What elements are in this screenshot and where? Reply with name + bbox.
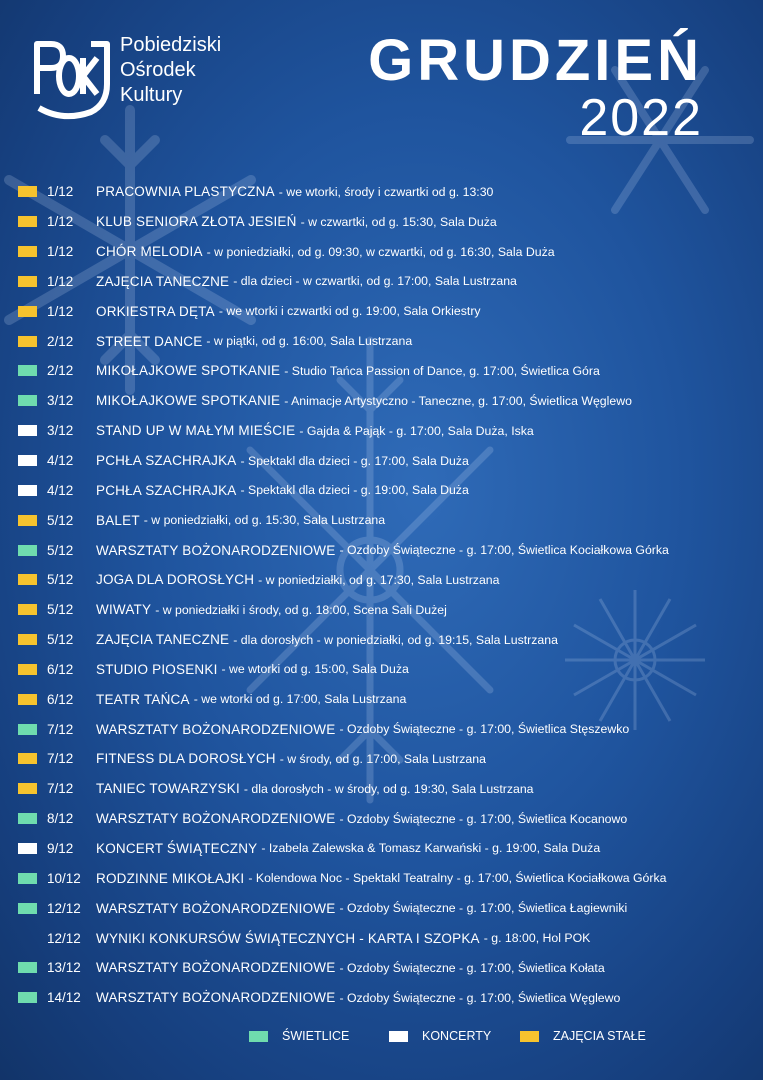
event-row — [18, 625, 748, 655]
event-date: 9/12 — [47, 840, 74, 856]
event-date: 14/12 — [47, 990, 81, 1006]
event-title: MIKOŁAJKOWE SPOTKANIE — [96, 363, 281, 379]
category-marker — [18, 276, 37, 287]
event-date: 1/12 — [47, 184, 74, 200]
event-description: - we wtorki od g. 15:00, Sala Duża — [221, 662, 409, 677]
category-marker — [18, 903, 37, 914]
event-title: PRACOWNIA PLASTYCZNA — [96, 184, 275, 200]
category-marker — [18, 694, 37, 705]
legend-item-koncerty — [389, 1029, 491, 1043]
event-row — [18, 744, 748, 774]
event-row — [18, 834, 748, 864]
event-title: WIWATY — [96, 602, 152, 618]
event-row — [18, 326, 748, 356]
category-marker — [18, 216, 37, 227]
event-title: STREET DANCE — [96, 333, 203, 349]
event-date: 2/12 — [47, 363, 74, 379]
event-row — [18, 505, 748, 535]
event-row — [18, 595, 748, 625]
event-description: - Gajda & Pająk - g. 17:00, Sala Duża, Iska — [299, 423, 534, 438]
event-title: FITNESS DLA DOROSŁYCH — [96, 751, 276, 767]
event-title: MIKOŁAJKOWE SPOTKANIE — [96, 393, 281, 409]
category-marker — [18, 336, 37, 347]
event-description: - Ozdoby Świąteczne - g. 17:00, Świetlica Węglewo — [339, 990, 621, 1005]
event-row — [18, 863, 748, 893]
event-row — [18, 565, 748, 595]
event-date: 5/12 — [47, 512, 74, 528]
event-title: PCHŁA SZACHRAJKA — [96, 482, 237, 498]
event-date: 12/12 — [47, 900, 81, 916]
org-line: Ośrodek — [120, 59, 196, 81]
event-date: 6/12 — [47, 691, 74, 707]
event-description: - g. 18:00, Hol POK — [483, 931, 591, 946]
event-title: WARSZTATY BOŻONARODZENIOWE — [96, 542, 336, 558]
event-description: - dla dorosłych - w poniedziałki, od g. 19:15, Sala Lustrzana — [233, 632, 558, 647]
event-date: 4/12 — [47, 453, 74, 469]
event-date: 3/12 — [47, 423, 74, 439]
event-description: - Ozdoby Świąteczne - g. 17:00, Świetlica Kołata — [339, 960, 605, 975]
event-title: WARSZTATY BOŻONARODZENIOWE — [96, 960, 336, 976]
event-title: CHÓR MELODIA — [96, 244, 203, 260]
category-marker — [18, 992, 37, 1003]
legend-item-swietlice — [249, 1029, 349, 1043]
category-marker — [18, 933, 37, 944]
event-date: 5/12 — [47, 542, 74, 558]
event-row — [18, 684, 748, 714]
event-date: 1/12 — [47, 244, 74, 260]
month-title: GRUDZIEŃ — [368, 28, 703, 93]
event-title: STUDIO PIOSENKI — [96, 661, 218, 677]
event-row — [18, 923, 748, 953]
event-description: - w poniedziałki, od g. 15:30, Sala Lustrzana — [143, 513, 386, 528]
event-row — [18, 655, 748, 685]
legend-swatch-koncerty — [389, 1031, 408, 1042]
category-marker — [18, 365, 37, 376]
event-description: - we wtorki od g. 17:00, Sala Lustrzana — [193, 692, 407, 707]
category-marker — [18, 962, 37, 973]
event-title: WARSZTATY BOŻONARODZENIOWE — [96, 721, 336, 737]
event-description: - Spektakl dla dzieci - g. 17:00, Sala Duża — [240, 453, 469, 468]
event-description: - we wtorki i czwartki od g. 19:00, Sala Orkiestry — [218, 304, 481, 319]
event-date: 8/12 — [47, 811, 74, 827]
event-description: - Studio Tańca Passion of Dance, g. 17:00, Świetlica Góra — [284, 363, 600, 378]
category-marker — [18, 843, 37, 854]
category-marker — [18, 813, 37, 824]
event-list — [18, 177, 748, 1013]
category-marker — [18, 873, 37, 884]
category-marker — [18, 515, 37, 526]
event-date: 10/12 — [47, 870, 81, 886]
event-row — [18, 714, 748, 744]
category-marker — [18, 395, 37, 406]
event-row — [18, 983, 748, 1013]
event-title: WARSZTATY BOŻONARODZENIOWE — [96, 900, 336, 916]
org-line: Kultury — [120, 84, 183, 106]
category-marker — [18, 574, 37, 585]
event-row — [18, 177, 748, 207]
event-title: WYNIKI KONKURSÓW ŚWIĄTECZNYCH - KARTA I SZOPKA — [96, 930, 480, 946]
category-marker — [18, 545, 37, 556]
event-title: JOGA DLA DOROSŁYCH — [96, 572, 255, 588]
event-description: - dla dzieci - w czwartki, od g. 17:00, Sala Lustrzana — [233, 274, 517, 289]
event-row — [18, 446, 748, 476]
category-marker — [18, 455, 37, 466]
event-description: - Ozdoby Świąteczne - g. 17:00, Świetlica Łagiewniki — [339, 901, 628, 916]
category-marker — [18, 664, 37, 675]
category-marker — [18, 783, 37, 794]
event-row — [18, 356, 748, 386]
pok-logo — [33, 38, 111, 124]
event-date: 3/12 — [47, 393, 74, 409]
event-date: 5/12 — [47, 632, 74, 648]
event-title: ORKIESTRA DĘTA — [96, 303, 215, 319]
event-description: - w poniedziałki, od g. 17:30, Sala Lustrzana — [258, 572, 500, 587]
org-line: Pobiedziski — [120, 34, 222, 56]
event-date: 7/12 — [47, 721, 74, 737]
event-date: 1/12 — [47, 273, 74, 289]
event-row — [18, 267, 748, 297]
legend — [0, 1029, 763, 1045]
event-date: 12/12 — [47, 930, 81, 946]
event-description: - w środy, od g. 17:00, Sala Lustrzana — [279, 751, 486, 766]
category-marker — [18, 724, 37, 735]
category-marker — [18, 186, 37, 197]
event-description: - w piątki, od g. 16:00, Sala Lustrzana — [206, 334, 413, 349]
event-date: 7/12 — [47, 751, 74, 767]
legend-label: ZAJĘCIA STAŁE — [553, 1029, 646, 1043]
category-marker — [18, 425, 37, 436]
event-date: 5/12 — [47, 602, 74, 618]
event-row — [18, 774, 748, 804]
event-description: - w poniedziałki i środy, od g. 18:00, Scena Sali Dużej — [155, 602, 447, 617]
category-marker — [18, 753, 37, 764]
event-date: 4/12 — [47, 482, 74, 498]
category-marker — [18, 485, 37, 496]
legend-swatch-zajecia — [520, 1031, 539, 1042]
event-row — [18, 237, 748, 267]
event-title: TEATR TAŃCA — [96, 691, 190, 707]
category-marker — [18, 634, 37, 645]
event-row — [18, 475, 748, 505]
event-title: WARSZTATY BOŻONARODZENIOWE — [96, 811, 336, 827]
event-description: - Ozdoby Świąteczne - g. 17:00, Świetlica Kociałkowa Górka — [339, 543, 669, 558]
category-marker — [18, 306, 37, 317]
event-description: - w czwartki, od g. 15:30, Sala Duża — [300, 214, 497, 229]
event-date: 2/12 — [47, 333, 74, 349]
event-description: - dla dorosłych - w środy, od g. 19:30, Sala Lustrzana — [243, 781, 534, 796]
event-title: TANIEC TOWARZYSKI — [96, 781, 240, 797]
event-title: PCHŁA SZACHRAJKA — [96, 453, 237, 469]
category-marker — [18, 246, 37, 257]
legend-label: KONCERTY — [422, 1029, 492, 1043]
event-title: KLUB SENIORA ZŁOTA JESIEŃ — [96, 214, 297, 230]
event-date: 1/12 — [47, 214, 74, 230]
event-row — [18, 296, 748, 326]
organization-name — [120, 33, 221, 108]
legend-label: ŚWIETLICE — [282, 1029, 350, 1043]
event-description: - Izabela Zalewska & Tomasz Karwański - g. 19:00, Sala Duża — [261, 841, 601, 856]
event-title: ZAJĘCIA TANECZNE — [96, 273, 230, 289]
event-description: - Ozdoby Świąteczne - g. 17:00, Świetlica Kocanowo — [339, 811, 628, 826]
event-row — [18, 535, 748, 565]
event-description: - we wtorki, środy i czwartki od g. 13:30 — [278, 184, 494, 199]
event-date: 13/12 — [47, 960, 81, 976]
event-title: ZAJĘCIA TANECZNE — [96, 632, 230, 648]
event-row — [18, 953, 748, 983]
event-row — [18, 207, 748, 237]
event-description: - Kolendowa Noc - Spektakl Teatralny - g. 17:00, Świetlica Kociałkowa Górka — [248, 871, 667, 886]
event-row — [18, 893, 748, 923]
event-row — [18, 804, 748, 834]
event-title: WARSZTATY BOŻONARODZENIOWE — [96, 990, 336, 1006]
legend-item-zajecia — [520, 1029, 646, 1043]
event-title: STAND UP W MAŁYM MIEŚCIE — [96, 423, 296, 439]
event-title: KONCERT ŚWIĄTECZNY — [96, 840, 258, 856]
event-row — [18, 386, 748, 416]
event-description: - w poniedziałki, od g. 09:30, w czwartki, od g. 16:30, Sala Duża — [206, 244, 555, 259]
event-description: - Ozdoby Świąteczne - g. 17:00, Świetlica Stęszewko — [339, 722, 630, 737]
event-row — [18, 416, 748, 446]
category-marker — [18, 604, 37, 615]
event-description: - Animacje Artystyczno - Taneczne, g. 17:00, Świetlica Węglewo — [284, 393, 632, 408]
event-date: 7/12 — [47, 781, 74, 797]
event-title: RODZINNE MIKOŁAJKI — [96, 870, 245, 886]
legend-swatch-swietlice — [249, 1031, 268, 1042]
year-title: 2022 — [579, 89, 703, 147]
event-date: 5/12 — [47, 572, 74, 588]
event-title: BALET — [96, 512, 140, 528]
event-date: 1/12 — [47, 303, 74, 319]
event-description: - Spektakl dla dzieci - g. 19:00, Sala Duża — [240, 483, 469, 498]
event-date: 6/12 — [47, 661, 74, 677]
